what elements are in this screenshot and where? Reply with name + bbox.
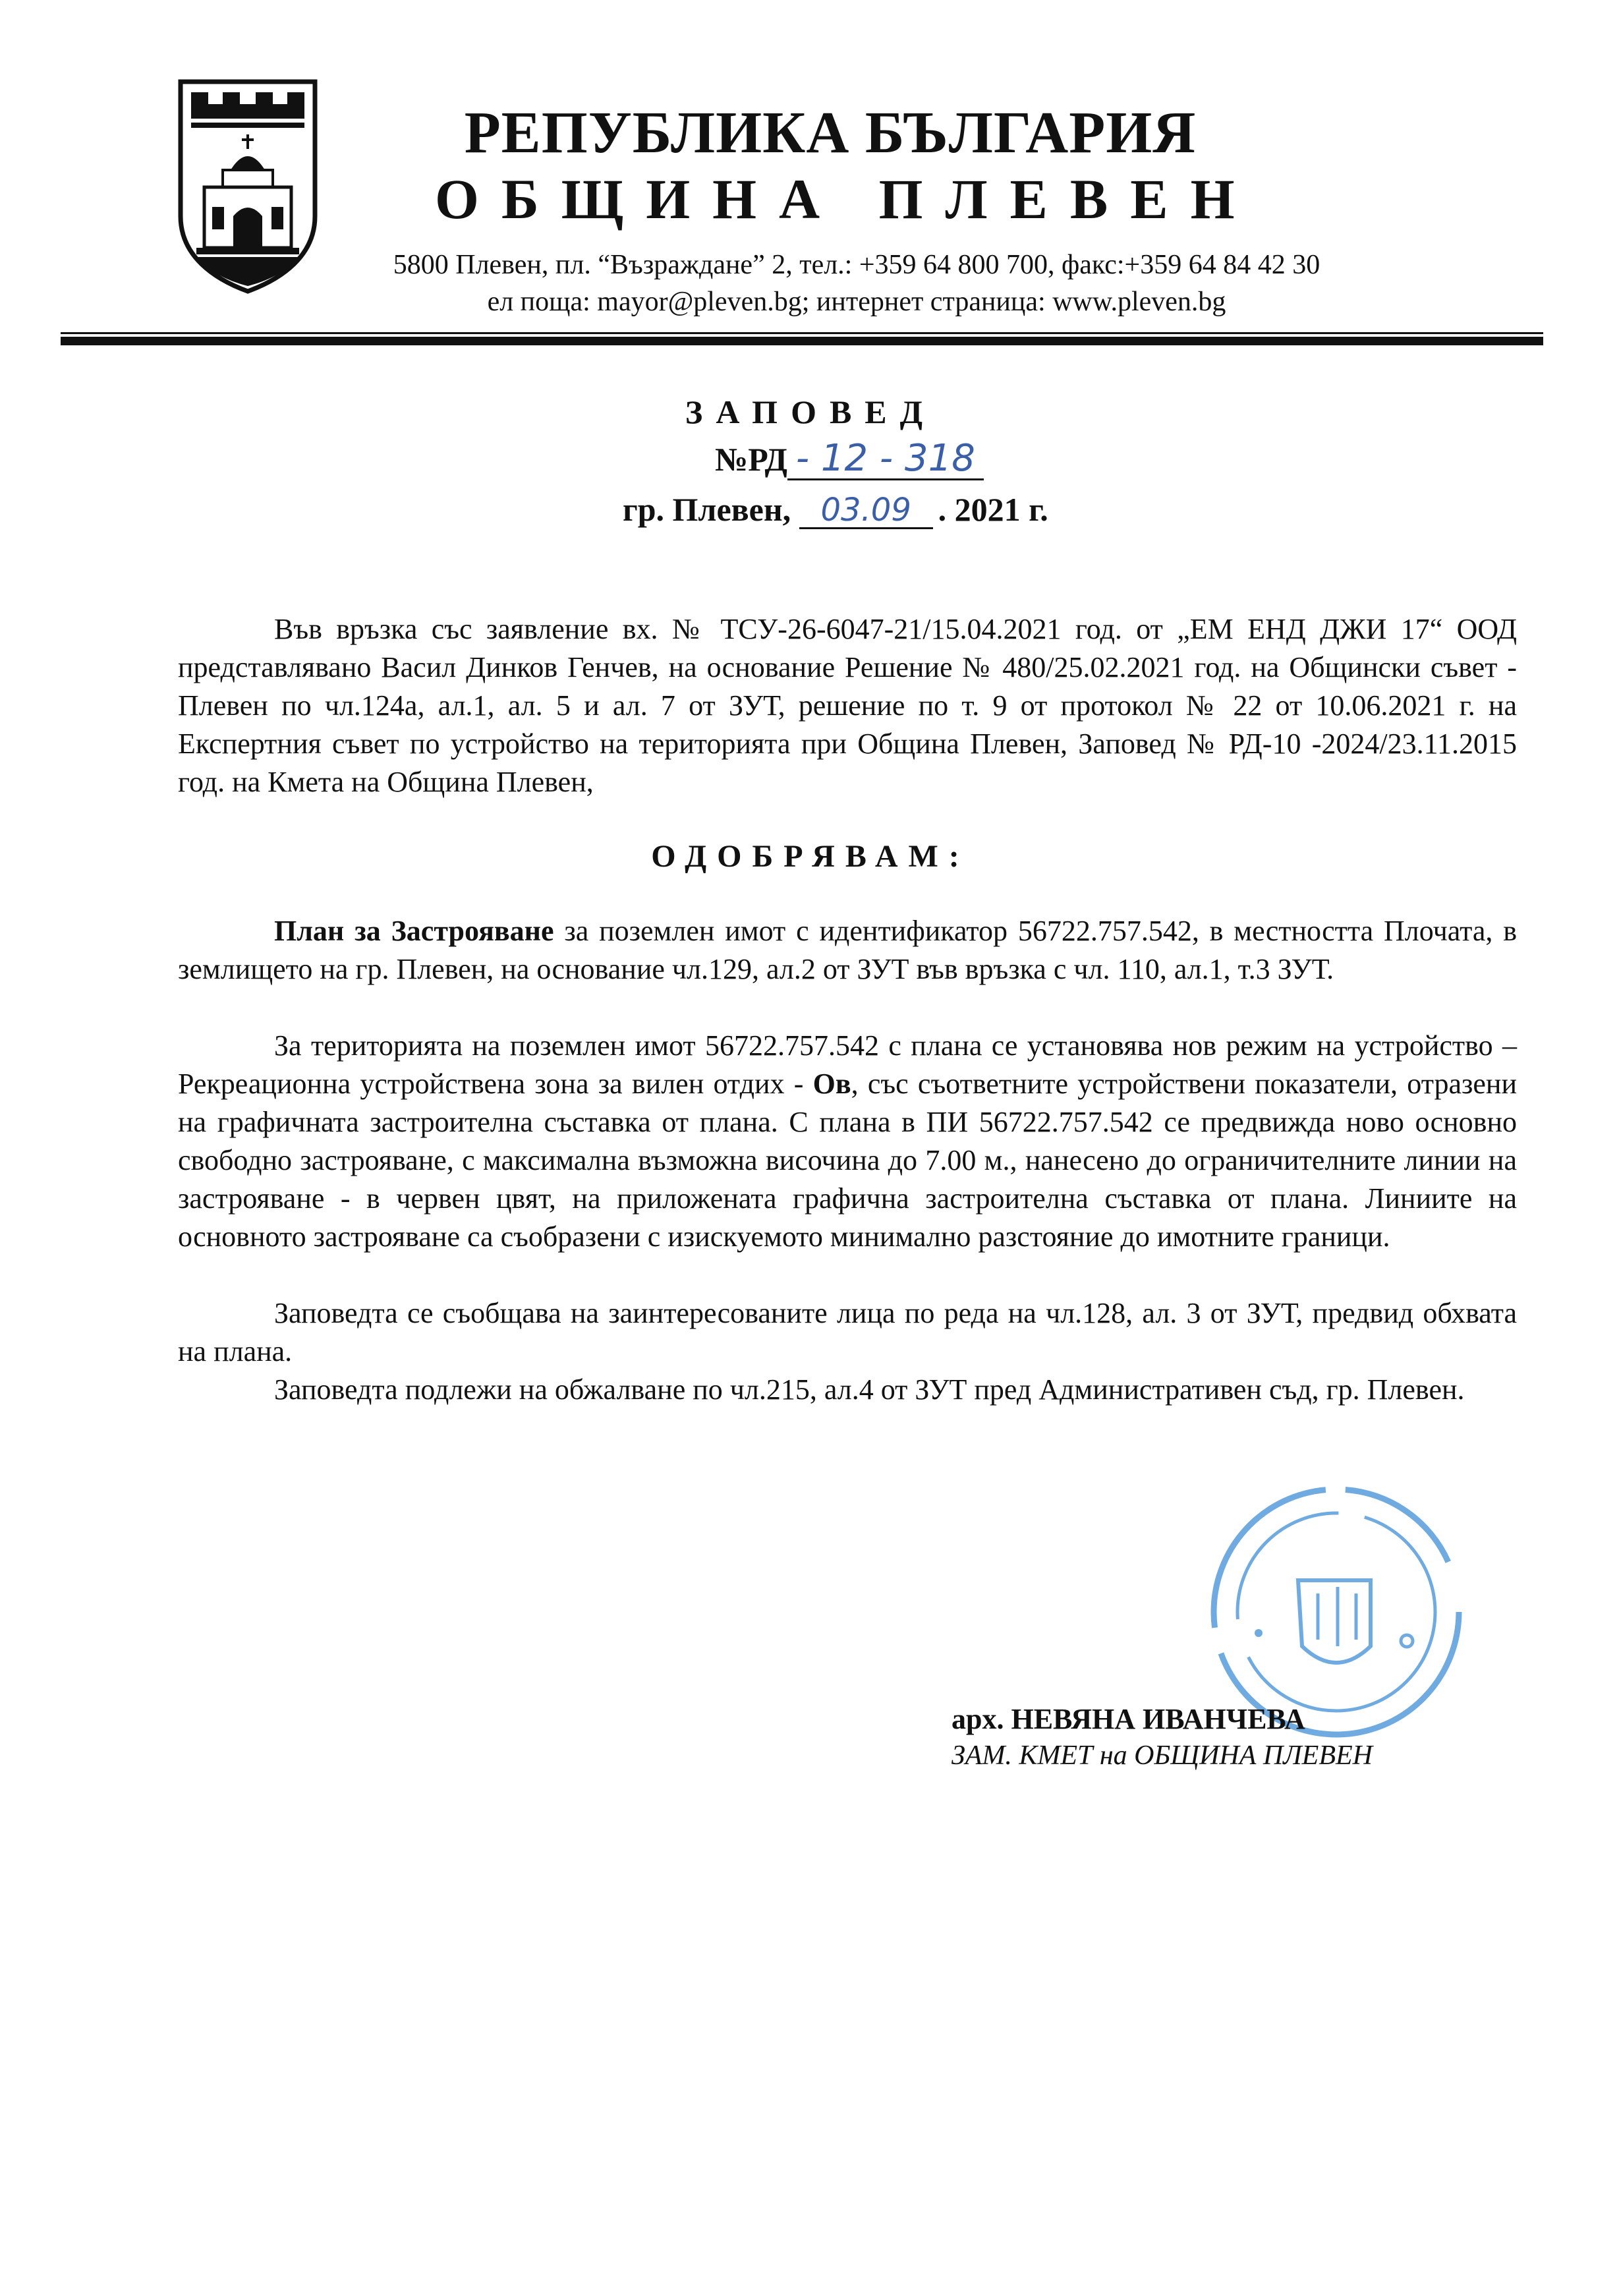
municipality-heading: ОБЩИНА ПЛЕВЕН: [435, 167, 1257, 231]
intro-paragraph: Във връзка със заявление вх. № ТСУ-26-6047-21/15.04.2021 год. от „ЕМ ЕНД ДЖИ 17“ ООД представлявано Васил Динков Генчев, на основание Решение № 480/25.02.2021 год. на Общински съвет - Плевен по чл.124а, ал.1, ал. 5 и ал. 7 от ЗУТ, решение по т. 9 от протокол № 22 от 10.06.2021 г. на Експертния съвет по устройство на територията при Община Плевен, Заповед № РД-10 -2024/23.11.2015 год. на Кмета на Община Плевен,: [178, 613, 1517, 798]
header-divider-thick: [61, 337, 1543, 345]
order-number-row: [715, 437, 984, 480]
plan-title: План за Застрояване: [274, 915, 554, 947]
territory-paragraph: [178, 1027, 1517, 1256]
plan-text: за поземлен имот с идентификатор 56722.757.542, в местността Плочата, в землището на гр. Плевен, на основание чл.129, ал.2 от ЗУТ във връзка с чл. 110, ал.1, т.3 ЗУТ.: [178, 915, 1517, 985]
notification-paragraph: Заповедта се съобщава на заинтересованите лица по реда на чл.128, ал. 3 от ЗУТ, предвид обхвата на плана.: [178, 1297, 1517, 1367]
signer-title: ЗАМ. КМЕТ на ОБЩИНА ПЛЕВЕН: [952, 1740, 1373, 1771]
contacts-line: ел поща: mayor@pleven.bg; интернет страница: www.pleven.bg: [487, 287, 1226, 317]
order-place-date-row: [623, 490, 1048, 529]
zone-code: Ов: [812, 1068, 851, 1100]
order-year: . 2021 г.: [938, 491, 1048, 528]
order-date-handwritten: 03.09: [799, 494, 933, 529]
appeal-paragraph: Заповедта подлежи на обжалване по чл.215, ал.4 от ЗУТ пред Административен съд, гр. Плевен.: [274, 1373, 1465, 1406]
plan-paragraph: [178, 912, 1517, 989]
signer-name: арх. НЕВЯНА ИВАНЧЕВА: [952, 1703, 1305, 1735]
order-place: гр. Плевен,: [623, 491, 791, 528]
header-divider-thin: [61, 332, 1543, 334]
territory-text-1: За територията на поземлен имот 56722.757.542 с плана се установява нов режим на устройство – Рекреационна устройствена зона за вилен отдих -: [178, 1029, 1517, 1100]
address-line: 5800 Плевен, пл. “Възраждане” 2, тел.: +359 64 800 700, факс:+359 64 84 42 30: [393, 250, 1321, 280]
republic-heading: РЕПУБЛИКА БЪЛГАРИЯ: [464, 100, 1197, 165]
territory-text-2: , със съответните устройствени показатели, отразени на графичната застроителна съставка от плана. С плана в ПИ 56722.757.542 се предвижда ново основно свободно застрояване, с максимална възможна височина до 7.00 м., нанесено до ограничителните линии на застрояване - в червен цвят, на приложената графична застроителна съставка от плана. Линиите на основното застрояване са съобразени с изискуемото минимално разстояние до имотните граници.: [178, 1068, 1517, 1253]
order-number-handwritten: - 12 - 318: [787, 440, 984, 480]
approve-heading: ОДОБРЯВАМ:: [651, 839, 970, 874]
order-number-prefix: №РД: [715, 441, 787, 478]
pleven-crest-icon: [177, 78, 319, 295]
order-title: ЗАПОВЕД: [685, 393, 936, 430]
